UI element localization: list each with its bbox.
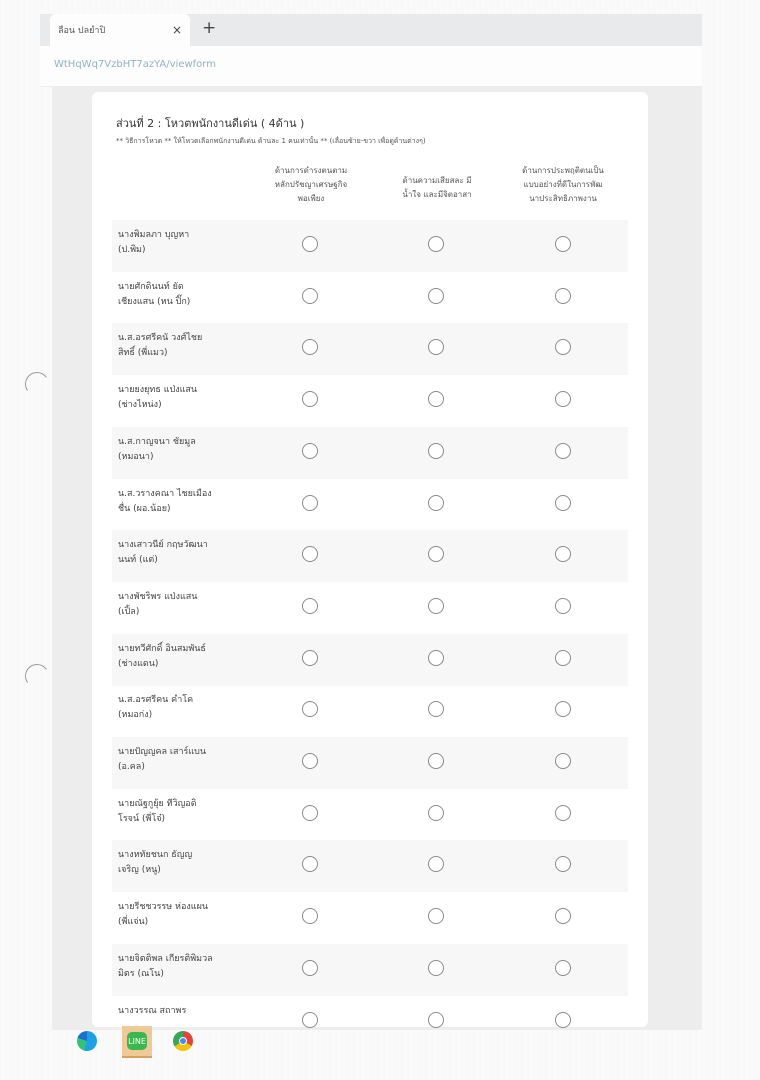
browser-tab[interactable]: [50, 14, 190, 46]
radio-button[interactable]: [555, 908, 571, 924]
row-label: นายณัฐกูยุ้ย ทีวิญอดิ โรจน์ (พี่โจ๋): [118, 798, 197, 824]
radio-button[interactable]: [555, 960, 571, 976]
radio-button[interactable]: [302, 443, 318, 459]
radio-button[interactable]: [555, 236, 571, 252]
radio-button[interactable]: [302, 495, 318, 511]
column-header-sacrifice: ด้านความเสียสละ มี น้ำใจ และมีจิตอาสา: [402, 176, 472, 199]
grid-row: [112, 479, 628, 531]
grid-row: [112, 530, 628, 582]
radio-button[interactable]: [302, 805, 318, 821]
radio-button[interactable]: [555, 598, 571, 614]
column-header-role-model: ด้านการประพฤติตนเป็น แบบอย่างที่ดีในการพัฒ นาประสิทธิภาพงาน: [522, 166, 604, 203]
radio-button[interactable]: [555, 288, 571, 304]
form-card: [92, 92, 648, 1027]
row-label: นางหทัยชนก ธัญญ เจริญ (หนู): [118, 850, 193, 876]
edge-icon[interactable]: [72, 1026, 102, 1056]
row-label: นายยงยุทธ แป่งแสน (ช่างไหน่ง): [118, 385, 198, 411]
radio-button[interactable]: [555, 339, 571, 355]
chrome-logo: [173, 1031, 193, 1051]
grid-row: [112, 944, 628, 996]
grid-row: [112, 840, 628, 892]
taskbar: [60, 1024, 700, 1058]
section-hint: ** วิธีการโหวต ** ให้โหวตเลือกพนักงานดีเด่น ด้านละ 1 คนเท่านั้น ** (เลื่อนซ้าย-ขวา เพื่อดูด้านต่างๆ): [116, 137, 426, 145]
radio-button[interactable]: [555, 701, 571, 717]
radio-button[interactable]: [555, 650, 571, 666]
radio-button[interactable]: [302, 546, 318, 562]
row-label: น.ส.วรางคณา ไชยเมือง ชื่น (ผอ.น้อย): [118, 488, 212, 514]
radio-button[interactable]: [302, 908, 318, 924]
radio-button[interactable]: [428, 288, 444, 304]
radio-button[interactable]: [555, 753, 571, 769]
grid-row: [112, 427, 628, 479]
grid-row: [112, 272, 628, 324]
radio-button[interactable]: [302, 288, 318, 304]
url-text: WtHqWq7VzbHT7azYA/viewform: [54, 59, 216, 70]
tab-title: ลือน ปลยำปิ: [58, 26, 106, 36]
radio-button[interactable]: [428, 960, 444, 976]
row-label: นายศักดินนท์ ยัด เชียงแสน (หน ปิ๊ก): [118, 281, 191, 307]
radio-button[interactable]: [428, 443, 444, 459]
column-header-sufficiency: ด้านการดำรงตนตาม หลักปรัชญาเศรษฐกิจ พอเพียง: [274, 166, 348, 203]
new-tab-icon[interactable]: +: [202, 18, 217, 38]
section-title: ส่วนที่ 2 : โหวตพนักงานดีเด่น ( 4ด้าน ): [116, 117, 305, 130]
radio-button[interactable]: [428, 805, 444, 821]
row-label: นางพิมลภา บุญหา (ป.พิม): [118, 230, 190, 255]
radio-button[interactable]: [428, 701, 444, 717]
row-label: น.ส.อรศรีคน คำโค (หมอก่ง): [118, 695, 194, 721]
browser-tab-strip: [40, 14, 702, 46]
radio-button[interactable]: [302, 236, 318, 252]
radio-button[interactable]: [428, 650, 444, 666]
radio-button[interactable]: [555, 495, 571, 511]
grid-row: [112, 634, 628, 686]
row-label: นางเสาวนีย์ กฤษวัฒนา นนท์ (แต่): [118, 540, 208, 566]
row-label: นายรีชชวรรษ ห่องแผน (พี่แจ่น): [118, 902, 209, 928]
radio-button[interactable]: [302, 856, 318, 872]
radio-button[interactable]: [428, 391, 444, 407]
radio-button[interactable]: [428, 598, 444, 614]
radio-button[interactable]: [428, 546, 444, 562]
line-logo: LINE: [127, 1032, 147, 1050]
radio-button[interactable]: [302, 339, 318, 355]
radio-button[interactable]: [555, 805, 571, 821]
radio-button[interactable]: [555, 443, 571, 459]
radio-button[interactable]: [428, 753, 444, 769]
edge-logo: [77, 1031, 97, 1051]
radio-button[interactable]: [302, 598, 318, 614]
radio-button[interactable]: [302, 391, 318, 407]
radio-button[interactable]: [302, 701, 318, 717]
row-label: น.ส.อรศรีคนั วงศ์ไชย สิทธิ์ (พี่แมว): [118, 333, 203, 359]
row-label: นางพัชริพร แป่งแสน (เปิ้ล): [118, 591, 198, 617]
row-label: นายปัญญคล เสาร์แบน (อ.คล): [118, 747, 207, 772]
radio-button[interactable]: [428, 236, 444, 252]
radio-button[interactable]: [555, 391, 571, 407]
row-label: นายจิตติพล เกียรติพิมวล มิตร (ณโน): [118, 953, 213, 979]
radio-button[interactable]: [302, 960, 318, 976]
grid-row: [112, 789, 628, 841]
chrome-icon[interactable]: [168, 1026, 198, 1056]
grid-row: [112, 737, 628, 789]
grid-row: [112, 323, 628, 375]
grid-row: [112, 685, 628, 737]
radio-button[interactable]: [555, 856, 571, 872]
address-bar[interactable]: [40, 46, 702, 87]
line-icon[interactable]: [122, 1026, 152, 1058]
radio-button[interactable]: [428, 856, 444, 872]
radio-button[interactable]: [555, 546, 571, 562]
row-label: นายทวีศักดิ์ อินสมพันธ์ (ช่างแดน): [118, 643, 206, 669]
grid-row: [112, 220, 628, 272]
radio-button[interactable]: [302, 753, 318, 769]
close-icon[interactable]: ×: [171, 23, 182, 37]
grid-row: [112, 375, 628, 427]
radio-button[interactable]: [302, 650, 318, 666]
radio-button[interactable]: [428, 495, 444, 511]
radio-button[interactable]: [428, 908, 444, 924]
grid-row: [112, 582, 628, 634]
row-label: นางวรรณ สถาพร: [118, 1005, 187, 1016]
row-label: น.ส.กาญจนา ชัยมูล (หมอนา): [118, 436, 196, 462]
radio-button[interactable]: [428, 339, 444, 355]
grid-row: [112, 892, 628, 944]
